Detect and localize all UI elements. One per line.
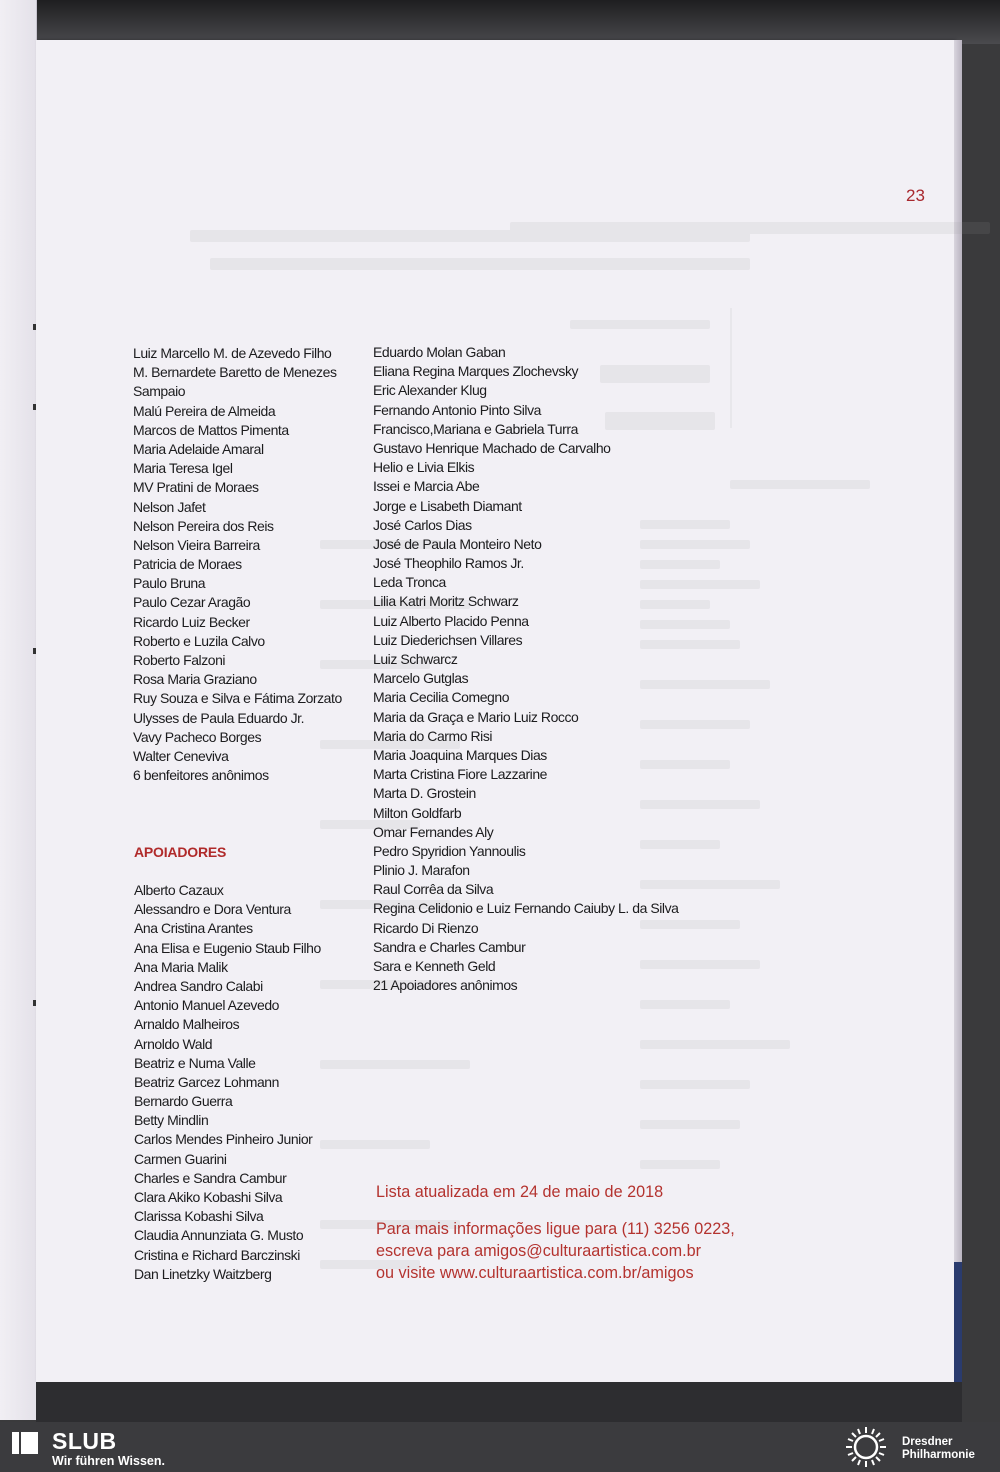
donor-name: Marcos de Mattos Pimenta bbox=[133, 421, 289, 438]
slub-logo-icon bbox=[12, 1432, 38, 1454]
donor-name: Rosa Maria Graziano bbox=[133, 671, 257, 688]
donor-name: Eduardo Molan Gaban bbox=[373, 344, 506, 360]
donor-name: Bernardo Guerra bbox=[134, 1093, 233, 1110]
donor-name: Alessandro e Dora Ventura bbox=[134, 901, 291, 918]
library-name: SLUB bbox=[52, 1428, 117, 1454]
donor-name: Milton Goldfarb bbox=[373, 804, 462, 821]
donor-list-left bbox=[133, 344, 342, 785]
donor-name: Maria Cecilia Comegno bbox=[373, 689, 510, 706]
donor-name: Cristina e Richard Barczinski bbox=[134, 1246, 300, 1263]
donor-name: Maria Adelaide Amaral bbox=[133, 440, 264, 457]
donor-name: Ana Maria Malik bbox=[134, 958, 228, 975]
donor-name: Ulysses de Paula Eduardo Jr. bbox=[133, 709, 305, 726]
list-updated-note: Lista atualizada em 24 de maio de 2018 bbox=[376, 1183, 664, 1201]
donor-name: Clara Akiko Kobashi Silva bbox=[134, 1189, 283, 1205]
partner-name-line2: Philharmonie bbox=[902, 1448, 975, 1461]
donor-name: Paulo Cezar Aragão bbox=[133, 594, 251, 611]
donor-name: Ana Cristina Arantes bbox=[134, 920, 253, 937]
donor-name: Maria da Graça e Mario Luiz Rocco bbox=[373, 708, 579, 725]
donor-name: 6 benfeitores anônimos bbox=[133, 767, 269, 784]
donor-name: Dan Linetzky Waitzberg bbox=[134, 1265, 272, 1282]
donor-name: Clarissa Kobashi Silva bbox=[134, 1208, 264, 1225]
donor-name: Regina Celidonio e Luiz Fernando Caiuby L. da Silva bbox=[373, 900, 679, 917]
donor-name: Ana Elisa e Eugenio Staub Filho bbox=[134, 939, 321, 956]
donor-name: Fernando Antonio Pinto Silva bbox=[373, 401, 541, 418]
donor-name: MV Pratini de Moraes bbox=[133, 479, 259, 496]
donor-name: Maria Joaquina Marques Dias bbox=[373, 746, 547, 763]
donor-name: Helio e Livia Elkis bbox=[373, 459, 475, 476]
donor-name: Raul Corrêa da Silva bbox=[373, 881, 494, 898]
donor-name: Arnoldo Wald bbox=[134, 1035, 213, 1052]
donor-name: Walter Ceneviva bbox=[133, 747, 229, 764]
donor-name: José Carlos Dias bbox=[373, 516, 472, 533]
scanner-top-edge bbox=[0, 0, 1000, 44]
page-edge bbox=[954, 40, 962, 1382]
donor-name: Ricardo Di Rienzo bbox=[373, 919, 479, 936]
donor-name: Carlos Mendes Pinheiro Junior bbox=[134, 1131, 313, 1148]
scanner-bed bbox=[36, 1382, 962, 1422]
apoiadores-list-left bbox=[134, 881, 321, 1284]
donor-name: Issei e Marcia Abe bbox=[373, 478, 480, 495]
donor-name: Ruy Souza e Silva e Fátima Zorzato bbox=[133, 690, 342, 707]
donor-name: Pedro Spyridion Yannoulis bbox=[373, 842, 526, 859]
donor-name: Gustavo Henrique Machado de Carvalho bbox=[373, 439, 611, 456]
philharmonie-logo-icon bbox=[842, 1425, 890, 1469]
donor-name: Jorge e Lisabeth Diamant bbox=[373, 497, 522, 514]
donor-name: Sara e Kenneth Geld bbox=[373, 958, 496, 974]
donor-name: M. Bernardete Baretto de Menezes bbox=[133, 364, 337, 381]
donor-name: Antonio Manuel Azevedo bbox=[134, 997, 279, 1014]
donor-name: Luiz Schwarcz bbox=[373, 651, 458, 667]
contact-website-line: ou visite www.culturaartistica.com.br/amigos bbox=[376, 1264, 694, 1282]
donor-name: Betty Mindlin bbox=[134, 1112, 209, 1129]
donor-name: Nelson Pereira dos Reis bbox=[133, 517, 274, 534]
donor-name: Lilia Katri Moritz Schwarz bbox=[373, 593, 519, 610]
donor-name: Nelson Jafet bbox=[133, 498, 206, 515]
donor-name: Roberto e Luzila Calvo bbox=[133, 632, 265, 649]
donor-name: Paulo Bruna bbox=[133, 575, 206, 592]
donor-name: Nelson Vieira Barreira bbox=[133, 536, 260, 553]
donor-name: Malú Pereira de Almeida bbox=[133, 402, 276, 419]
donor-name: Andrea Sandro Calabi bbox=[134, 977, 263, 994]
donor-name: Eliana Regina Marques Zlochevsky bbox=[373, 363, 579, 380]
donor-name: José Theophilo Ramos Jr. bbox=[373, 555, 524, 572]
contact-info bbox=[376, 1218, 735, 1284]
donor-name: Leda Tronca bbox=[373, 574, 446, 591]
cover-strip bbox=[954, 1262, 962, 1382]
donor-name: Vavy Pacheco Borges bbox=[133, 728, 262, 745]
donor-name: Maria Teresa Igel bbox=[133, 460, 233, 477]
donor-name: Marta D. Grostein bbox=[373, 785, 476, 802]
donor-name: Plinio J. Marafon bbox=[373, 862, 470, 879]
donor-name: Luiz Alberto Placido Penna bbox=[373, 612, 529, 629]
apoiadores-heading: APOIADORES bbox=[134, 844, 227, 860]
donor-name: Marta Cristina Fiore Lazzarine bbox=[373, 766, 548, 783]
donor-name: Sampaio bbox=[133, 383, 186, 400]
contact-phone-line: Para mais informações ligue para (11) 3256 0223, bbox=[376, 1220, 735, 1238]
footer-bar bbox=[0, 1422, 1000, 1472]
donor-name: José de Paula Monteiro Neto bbox=[373, 535, 542, 552]
donor-name: 21 Apoiadores anônimos bbox=[373, 977, 518, 994]
donor-name: Beatriz e Numa Valle bbox=[134, 1054, 256, 1071]
donor-name: Arnaldo Malheiros bbox=[134, 1016, 240, 1033]
donor-name: Eric Alexander Klug bbox=[373, 382, 487, 399]
facing-page-edge bbox=[0, 0, 37, 1420]
donor-name: Patricia de Moraes bbox=[133, 556, 242, 573]
contact-email-line: escreva para amigos@culturaartistica.com.br bbox=[376, 1242, 702, 1260]
donor-name: Ricardo Luiz Becker bbox=[133, 613, 250, 630]
donor-name: Claudia Annunziata G. Musto bbox=[134, 1227, 304, 1244]
library-tagline: Wir führen Wissen. bbox=[52, 1454, 165, 1468]
donor-name: Luiz Diederichsen Villares bbox=[373, 631, 523, 648]
donor-name: Luiz Marcello M. de Azevedo Filho bbox=[133, 345, 332, 361]
partner-name-line1: Dresdner bbox=[902, 1436, 953, 1448]
donor-name: Francisco,Mariana e Gabriela Turra bbox=[373, 420, 578, 437]
donor-name: Omar Fernandes Aly bbox=[373, 823, 494, 840]
donor-name: Roberto Falzoni bbox=[133, 652, 226, 668]
donor-name: Carmen Guarini bbox=[134, 1150, 227, 1167]
donor-name: Sandra e Charles Cambur bbox=[373, 938, 526, 955]
donor-name: Marcelo Gutglas bbox=[373, 670, 469, 687]
page-number: 23 bbox=[906, 186, 925, 205]
donor-name: Beatriz Garcez Lohmann bbox=[134, 1073, 279, 1090]
donor-name: Maria do Carmo Risi bbox=[373, 727, 493, 744]
partner-name bbox=[902, 1436, 975, 1461]
donor-name: Charles e Sandra Cambur bbox=[134, 1169, 287, 1186]
apoiadores-list-right bbox=[373, 343, 678, 995]
donor-name: Alberto Cazaux bbox=[134, 882, 224, 898]
